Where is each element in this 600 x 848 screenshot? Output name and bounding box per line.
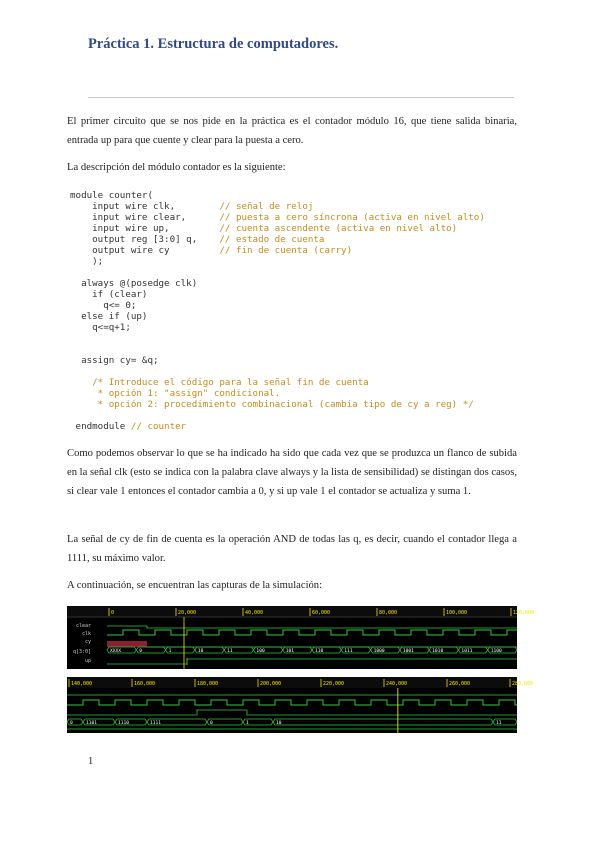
paragraph-explanation: Como podemos observar lo que se ha indicado ha sido que cada vez que se produzca un flanco de subida en la señal clk (esto se indica con la palabra clave always y la lista de sensibilidad) se distingan dos casos, si clear vale 1 entonces el contador cambia a 0, y si up vale 1 el contador se actualiza y suma 1. bbox=[67, 448, 517, 497]
paragraph-carry: La señal de cy de fin de cuenta es la operación AND de todas las q, es decir, cuando el contador llega a 1111, su máximo valor. bbox=[67, 534, 517, 564]
code-comment: // puesta a cero síncrona (activa en nivel alto) bbox=[219, 212, 485, 223]
code-line: q<= 0; bbox=[70, 300, 137, 311]
signal-name: clear bbox=[75, 623, 91, 629]
signal-name: clk bbox=[81, 631, 91, 637]
code-comment: // counter bbox=[130, 421, 187, 432]
bus-value: 1111 bbox=[150, 721, 162, 726]
time-marker-label: 140,000 bbox=[71, 681, 93, 687]
bus-value: 101 bbox=[285, 649, 295, 654]
code-comment: // fin de cuenta (carry) bbox=[219, 245, 353, 256]
code-line: module counter( bbox=[70, 190, 153, 201]
bus-value: 10 bbox=[276, 721, 282, 726]
code-line: endmodule bbox=[70, 421, 131, 432]
time-marker-label: 220,000 bbox=[323, 681, 345, 687]
bus-value: 1011 bbox=[461, 649, 473, 654]
bus-value: 0 bbox=[210, 721, 213, 726]
bus-value: 111 bbox=[344, 649, 353, 654]
bus-value: 1 bbox=[168, 649, 172, 654]
bus-value: 11 bbox=[227, 649, 233, 654]
bus-value: 100 bbox=[256, 649, 265, 654]
time-marker-label: 0 bbox=[111, 610, 115, 616]
bus-value: 1001 bbox=[402, 649, 414, 654]
simulation-waveform-2 bbox=[67, 677, 534, 733]
time-marker-label: 40,000 bbox=[245, 610, 264, 616]
time-marker-label: 160,000 bbox=[134, 681, 156, 687]
signal-name: q[3:0] bbox=[72, 649, 91, 655]
paragraph-simulation: A continuación, se encuentran las capturas de la simulación: bbox=[67, 580, 323, 591]
bus-value: 10 bbox=[197, 649, 204, 654]
code-line: q<=q+1; bbox=[70, 322, 131, 333]
paragraph-intro: El primer circuito que se nos pide en la práctica es el contador módulo 16, que tiene salida binaria, entrada up para que cuente y clear para la puesta a cero. bbox=[67, 116, 517, 146]
bus-value: 1 bbox=[246, 721, 249, 726]
code-line: input wire up, bbox=[70, 223, 220, 234]
page-number: 1 bbox=[88, 756, 94, 767]
code-comment: // cuenta ascendente (activa en nivel alto) bbox=[219, 223, 458, 234]
paragraph-module-description: La descripción del módulo contador es la siguiente: bbox=[67, 162, 286, 173]
bus-value: 11 bbox=[496, 721, 502, 726]
code-line: ); bbox=[70, 256, 104, 267]
bus-value: 1000 bbox=[373, 649, 385, 654]
time-marker-label: 260,000 bbox=[449, 681, 471, 687]
time-marker-label: 20,000 bbox=[178, 610, 197, 616]
page-title: Práctica 1. Estructura de computadores. bbox=[88, 36, 339, 52]
bus-value: 0 bbox=[139, 649, 143, 654]
code-line: assign cy= &q; bbox=[70, 355, 159, 366]
code-line: if (clear) bbox=[70, 289, 148, 300]
code-line: output wire cy bbox=[70, 245, 220, 256]
code-comment: * opción 1: "assign" condicional. bbox=[70, 388, 281, 399]
code-line: always @(posedge clk) bbox=[70, 278, 198, 289]
time-marker-label: 280,000 bbox=[512, 681, 534, 687]
bus-value: XXXX bbox=[110, 649, 122, 654]
bus-value: 0 bbox=[70, 721, 73, 726]
code-comment: // estado de cuenta bbox=[219, 234, 325, 245]
code-line: else if (up) bbox=[70, 311, 148, 322]
bus-value: 1110 bbox=[118, 721, 130, 726]
code-comment: /* Introduce el código para la señal fin de cuenta bbox=[70, 377, 369, 388]
code-line: output reg [3:0] q, bbox=[70, 234, 220, 245]
code-comment: * opción 2: procedimiento combinacional (cambia tipo de cy a reg) */ bbox=[70, 399, 474, 410]
time-marker-label: 240,000 bbox=[386, 681, 408, 687]
time-marker-label: 100,000 bbox=[446, 610, 468, 616]
signal-name: up bbox=[84, 658, 91, 664]
code-comment: // señal de reloj bbox=[219, 201, 314, 212]
code-block bbox=[70, 190, 520, 432]
bus-value: 1101 bbox=[86, 721, 98, 726]
code-line: input wire clear, bbox=[70, 212, 220, 223]
signal-name: cy bbox=[84, 639, 91, 645]
bus-value: 1100 bbox=[490, 649, 502, 654]
bus-value: 110 bbox=[315, 649, 324, 654]
time-marker-label: 60,000 bbox=[312, 610, 331, 616]
time-marker-label: 80,000 bbox=[379, 610, 398, 616]
bus-value: 1010 bbox=[432, 649, 444, 654]
code-line: input wire clk, bbox=[70, 201, 220, 212]
time-marker-label: 180,000 bbox=[197, 681, 219, 687]
header-divider bbox=[88, 97, 514, 98]
time-marker-label: 120,000 bbox=[513, 610, 535, 616]
simulation-waveform-1 bbox=[67, 606, 535, 669]
time-marker-label: 200,000 bbox=[260, 681, 282, 687]
